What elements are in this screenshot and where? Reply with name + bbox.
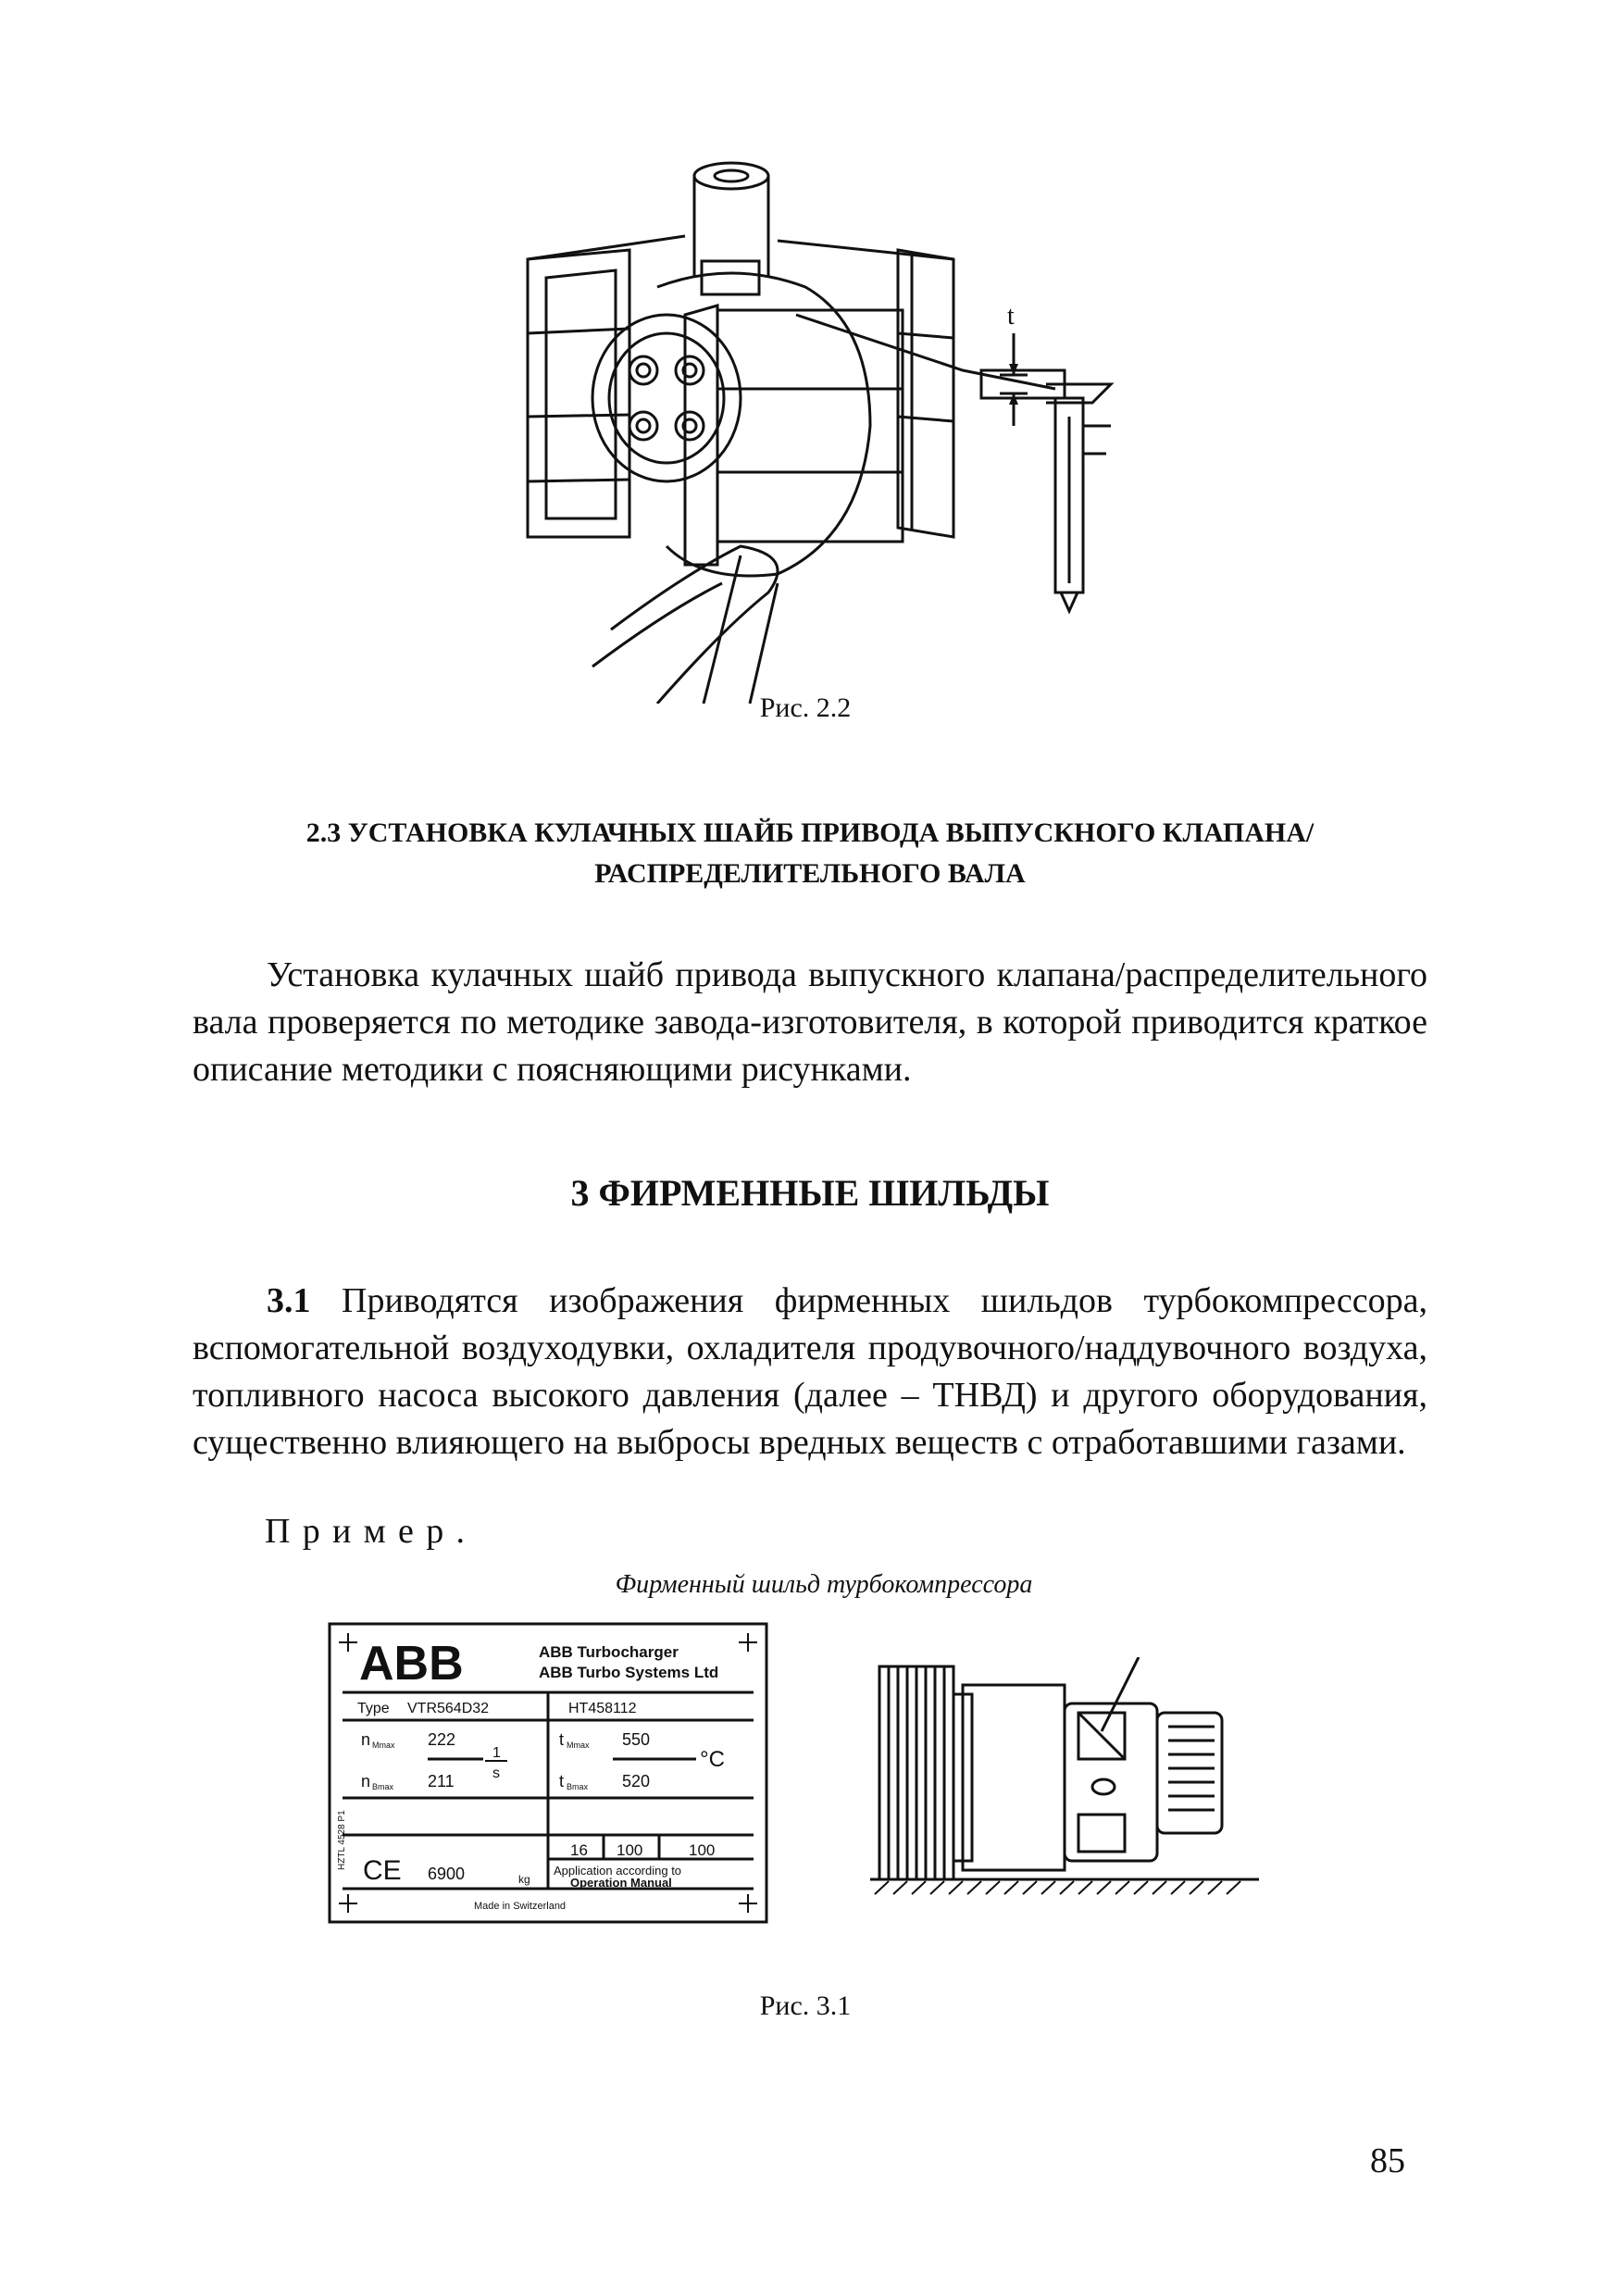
t-mmax-sub: Mmax (567, 1741, 590, 1750)
made-in: Made in Switzerland (474, 1901, 567, 1912)
mass-unit: kg (518, 1873, 530, 1886)
camshaft-measurement-drawing (500, 148, 1129, 704)
t-bmax-value: 520 (622, 1772, 651, 1791)
section-3-1-paragraph (193, 1278, 1427, 1466)
t-label-2: t (559, 1772, 565, 1791)
plate-cell-3: 100 (689, 1841, 716, 1859)
n-bmax-value: 211 (428, 1772, 455, 1791)
figure-3-1-caption: Рис. 3.1 (759, 1990, 852, 2021)
figure-2-2-caption: Рис. 2.2 (759, 693, 852, 723)
section-2-3-paragraph: Установка кулачных шайб привода выпускного клапана/распределительного вала проверяется по методике завода-изготовителя, в которой приводится краткое описание методики с поясняющими рисунками. (193, 955, 1427, 1089)
turbocharger-drawing (870, 1657, 1259, 1898)
n-mmax-sub: Mmax (372, 1741, 395, 1750)
page-number: 85 (1370, 2141, 1405, 2180)
chapter-3-title: 3 ФИРМЕННЫЕ ШИЛЬДЫ (570, 1172, 1050, 1214)
section-3-1-number: 3.1 (267, 1281, 311, 1320)
maker-line1: ABB Turbocharger (539, 1643, 679, 1661)
abb-name-plate (326, 1620, 770, 1926)
maker-line2: ABB Turbo Systems Ltd (539, 1664, 719, 1681)
figure-3-1-subtitle: Фирменный шильд турбокомпрессора (615, 1570, 1033, 1599)
ce-mark: CE (363, 1855, 402, 1886)
serial-number: HT458112 (568, 1701, 637, 1716)
unit-frac-num: 1 (492, 1745, 501, 1761)
dimension-t-label: t (1007, 302, 1015, 331)
application-line1: Application according to (554, 1864, 682, 1878)
turbocharger-outline (870, 1657, 1259, 1898)
figure-2-2 (500, 148, 1129, 704)
section-2-3-title (185, 813, 1435, 894)
unit-frac-den: s (492, 1766, 500, 1781)
section-2-3-title-line1: 2.3 УСТАНОВКА КУЛАЧНЫХ ШАЙБ ПРИВОДА ВЫПУСКНОГО КЛАПАНА/ (305, 817, 1315, 848)
side-code: HZTL 4528 P1 (337, 1810, 347, 1870)
t-bmax-sub: Bmax (567, 1782, 589, 1791)
n-bmax-sub: Bmax (372, 1782, 394, 1791)
t-mmax-value: 550 (622, 1730, 651, 1749)
section-3-1-text: Приводятся изображения фирменных шильдов турбокомпрессора, вспомогательной воздуходувки, охладителя продувочного/наддувочного воздуха, топливного насоса высокого давления (далее – ТНВД) и другого оборудования, существенно влияющего на выбросы вредных веществ с отработавшими газами. (193, 1281, 1427, 1462)
mass-value: 6900 (428, 1865, 466, 1883)
application-line2: Operation Manual (570, 1876, 672, 1890)
temp-unit: °C (700, 1747, 725, 1772)
plate-cell-2: 100 (617, 1841, 643, 1859)
plate-cell-1: 16 (570, 1841, 588, 1859)
n-mmax-value: 222 (428, 1730, 456, 1749)
section-2-3-title-line2: РАСПРЕДЕЛИТЕЛЬНОГО ВАЛА (594, 858, 1026, 889)
type-value: VTR564D32 (407, 1701, 490, 1716)
type-label: Type (357, 1701, 390, 1716)
abb-logo: ABB (359, 1637, 464, 1691)
name-plate-drawing (326, 1620, 770, 1926)
n-label-1: n (361, 1730, 371, 1749)
example-label: Пример. (265, 1512, 478, 1551)
n-label-2: n (361, 1772, 371, 1791)
t-label-1: t (559, 1730, 565, 1749)
